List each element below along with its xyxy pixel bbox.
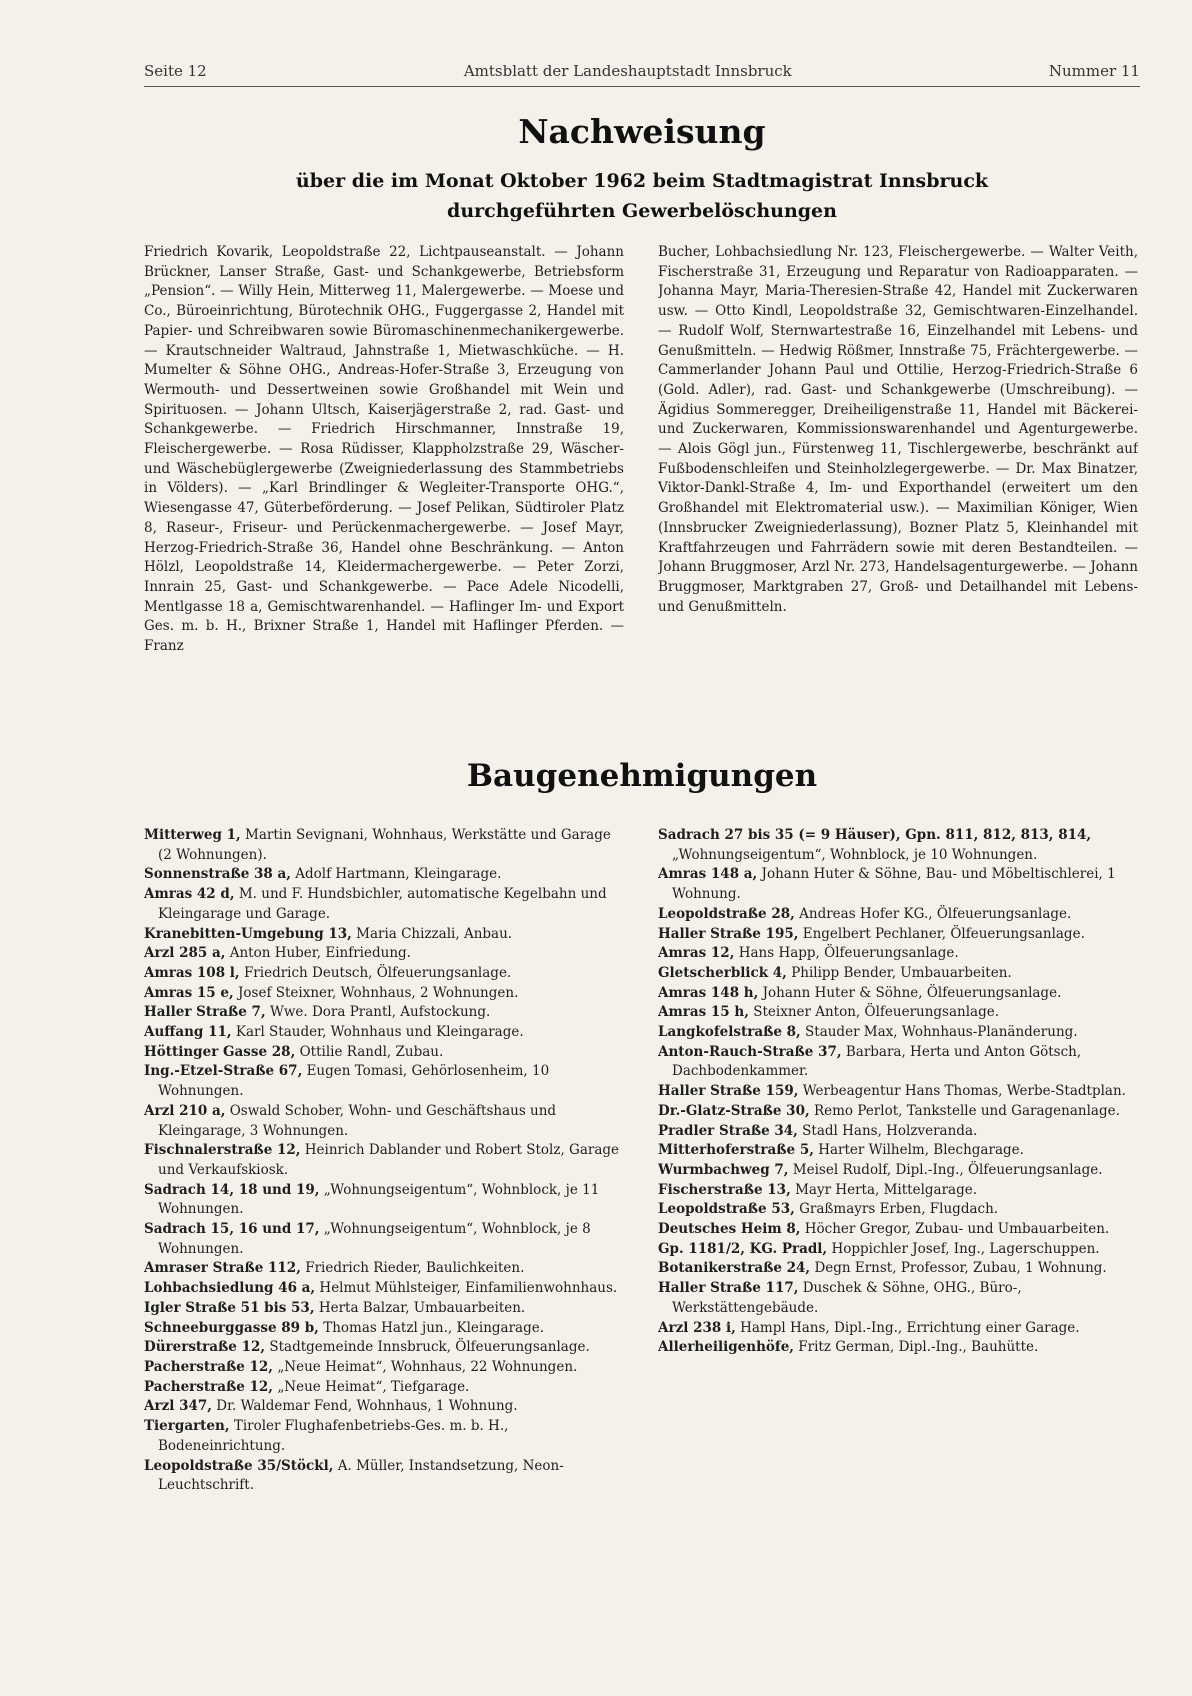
permit-details: Maria Chizzali, Anbau. xyxy=(356,925,513,942)
permit-location: Amras 148 h, xyxy=(658,984,759,1001)
permit-entry xyxy=(658,1319,1138,1339)
permit-entry xyxy=(144,964,624,984)
permit-location: Leopoldstraße 35/Stöckl, xyxy=(144,1457,334,1474)
permit-entry xyxy=(144,1181,624,1220)
permit-location: Wurmbachweg 7, xyxy=(658,1161,789,1178)
permit-details: Engelbert Pechlaner, Ölfeuerungsanlage. xyxy=(802,925,1085,942)
permit-details: Helmut Mühlsteiger, Einfamilienwohnhaus. xyxy=(319,1280,618,1297)
permit-entry xyxy=(144,1043,624,1063)
permit-details: Hampl Hans, Dipl.-Ing., Errichtung einer Garage. xyxy=(740,1319,1080,1336)
permit-details: Philipp Bender, Umbauarbeiten. xyxy=(791,964,1012,981)
permit-details: Thomas Hatzl jun., Kleingarage. xyxy=(323,1319,545,1336)
subtitle-line-2: durchgeführten Gewerbelöschungen xyxy=(447,200,837,222)
nachweisung-right-text: Bucher, Lohbachsiedlung Nr. 123, Fleischergewerbe. — Walter Veith, Fischerstraße 31, Erzeugung und Reparatur von Radioapparaten. — Johanna Mayr, Maria-Theresien-Straße 42, Handel mit Zuckerwaren usw. — Otto Kindl, Leopoldstraße 32, Gemischtwaren-Einzelhandel. — Rudolf Wolf, Sternwartestraße 16, Einzelhandel mit Lebens- und Genußmitteln. — Hedwig Rößmer, Innstraße 75, Frächtergewerbe. — Cammerlander Johann Paul und Ottilie, Herzog-Friedrich-Straße 6 (Gold. Adler), rad. Gast- und Schankgewerbe (Umschreibung). — Ägidius Sommeregger, Dreiheiligenstraße 11, Handel mit Bäckerei- und Zuckerwaren, Kommissionswarenhandel und Agenturgewerbe. — Alois Gögl jun., Fürstenweg 11, Tischlergewerbe, beschränkt auf Fußbodenschleifen und Steinholzlegergewerbe. — Dr. Max Binatzer, Viktor-Dankl-Straße 4, Im- und Exporthandel (erweitert um den Großhandel mit Elektromaterial usw.). — Maximilian Königer, Wien (Innsbrucker Zweigniederlassung), Bozner Platz 5, Kleinhandel mit Kraftfahrzeugen und Fahrrädern sowie mit deren Bestandteilen. — Johann Bruggmoser, Arzl Nr. 273, Handelsagenturgewerbe. — Johann Bruggmoser, Marktgraben 27, Groß- und Detailhandel mit Lebens- und Genußmitteln. xyxy=(658,244,1138,615)
permit-entry xyxy=(658,1279,1138,1318)
permit-details: Meisel Rudolf, Dipl.-Ing., Ölfeuerungsanlage. xyxy=(792,1161,1103,1178)
permit-details: Steixner Anton, Ölfeuerungsanlage. xyxy=(753,1004,1000,1021)
permit-location: Dürerstraße 12, xyxy=(144,1339,266,1356)
permit-entry xyxy=(144,865,624,885)
permit-details: Harter Wilhelm, Blechgarage. xyxy=(818,1142,1024,1159)
permit-entry xyxy=(144,885,624,924)
permit-entry xyxy=(144,1457,624,1496)
permit-entry xyxy=(658,1161,1138,1181)
permit-location: Mitterweg 1, xyxy=(144,827,241,843)
nachweisung-left-text: Friedrich Kovarik, Leopoldstraße 22, Lichtpauseanstalt. — Johann Brückner, Lanser Straße, Gast- und Schankgewerbe, Betriebsform „Pension“. — Willy Hein, Mitterweg 11, Malergewerbe. — Moese und Co., Büroeinrichtung, Bürotechnik OHG., Fuggergasse 2, Handel mit Papier- und Schreibwaren sowie Büromaschinenmechanikergewerbe. — Krautschneider Waltraud, Jahnstraße 1, Mietwaschküche. — H. Mumelter & Söhne OHG., Andreas-Hofer-Straße 3, Erzeugung von Wermouth- und Dessertweinen sowie Großhandel mit Wein und Spirituosen. — Johann Ultsch, Kaiserjägerstraße 2, rad. Gast- und Schankgewerbe. — Friedrich Hirschmanner, Innstraße 19, Fleischergewerbe. — Rosa Rüdisser, Klappholzstraße 29, Wäscher- und Wäschebüglergewerbe (Zweigniederlassung des Stammbetriebs in Völders). — „Karl Brindlinger & Wegleiter-Transporte OHG.“, Wiesengasse 47, Güterbeförderung. — Josef Pelikan, Südtiroler Platz 8, Raseur-, Friseur- und Perückenmachergewerbe. — Josef Mayr, Herzog-Friedrich-Straße 36, Handel ohne Beschränkung. — Anton Hölzl, Leopoldstraße 14, Kleidermachergewerbe. — Peter Zorzi, Innrain 25, Gast- und Schankgewerbe. — Pace Adele Nicodelli, Mentlgasse 18 a, Gemischtwarenhandel. — Haflinger Im- und Export Ges. m. b. H., Brixner Straße 1, Handel mit Haflinger Pferden. — Franz xyxy=(144,244,624,655)
permit-location: Fischnalerstraße 12, xyxy=(144,1142,301,1159)
permit-details: Tiroler Flughafenbetriebs-Ges. m. b. H., Bodeneinrichtung. xyxy=(158,1418,509,1454)
permit-details: Martin Sevignani, Wohnhaus, Werkstätte und Garage (2 Wohnungen). xyxy=(158,827,611,863)
permit-details: Hans Happ, Ölfeuerungsanlage. xyxy=(738,945,959,962)
subtitle-line-1: über die im Monat Oktober 1962 beim Stadtmagistrat Innsbruck xyxy=(295,170,989,192)
nachweisung-title: Nachweisung xyxy=(518,112,766,151)
permit-details: Eugen Tomasi, Gehörlosenheim, 10 Wohnungen. xyxy=(158,1063,550,1100)
permit-location: Amras 42 d, xyxy=(144,886,235,903)
permit-entry xyxy=(658,984,1138,1004)
permit-location: Amras 108 l, xyxy=(144,964,240,981)
permit-location: Amraser Straße 112, xyxy=(144,1260,301,1277)
permit-location: Amras 15 h, xyxy=(658,1004,749,1021)
permit-entry xyxy=(144,1358,624,1378)
permit-details: Anton Huber, Einfriedung. xyxy=(229,945,411,962)
permit-entry xyxy=(658,865,1138,904)
permit-location: Haller Straße 159, xyxy=(658,1083,799,1100)
permit-location: Arzl 238 i, xyxy=(658,1319,736,1336)
permit-location: Amras 12, xyxy=(658,945,735,962)
permit-entry xyxy=(658,1122,1138,1142)
permit-details: Josef Steixner, Wohnhaus, 2 Wohnungen. xyxy=(238,984,519,1001)
permit-entry xyxy=(658,1240,1138,1260)
permit-details: Höcher Gregor, Zubau- und Umbauarbeiten. xyxy=(804,1221,1110,1238)
baugenehmigungen-right-column xyxy=(658,826,1138,1686)
permit-entry xyxy=(144,826,624,865)
permit-location: Tiergarten, xyxy=(144,1418,230,1435)
permit-location: Lohbachsiedlung 46 a, xyxy=(144,1280,316,1297)
page-header xyxy=(144,62,1140,87)
permit-entry xyxy=(144,1417,624,1456)
permit-location: Pacherstraße 12, xyxy=(144,1378,274,1395)
permit-location: Sadrach 27 bis 35 (= 9 Häuser), Gpn. 811, 812, 813, 814, xyxy=(658,827,1092,843)
permit-location: Arzl 210 a, xyxy=(144,1102,226,1119)
permit-details: Andreas Hofer KG., Ölfeuerungsanlage. xyxy=(799,905,1072,922)
permit-entry xyxy=(144,1023,624,1043)
permit-location: Kranebitten-Umgebung 13, xyxy=(144,925,352,942)
permit-details: Barbara, Herta und Anton Götsch, Dachbodenkammer. xyxy=(672,1043,1082,1080)
permit-entry xyxy=(144,925,624,945)
permit-location: Haller Straße 117, xyxy=(658,1280,799,1297)
permit-entry xyxy=(144,1141,624,1180)
permit-entry xyxy=(144,1220,624,1259)
permit-location: Haller Straße 7, xyxy=(144,1004,266,1021)
permit-location: Arzl 285 a, xyxy=(144,945,226,962)
permit-details: Stadl Hans, Holzveranda. xyxy=(802,1122,978,1139)
permit-location: Höttinger Gasse 28, xyxy=(144,1043,296,1060)
permit-location: Haller Straße 195, xyxy=(658,925,799,942)
permit-entry xyxy=(144,1102,624,1141)
permit-location: Auffang 11, xyxy=(144,1024,232,1041)
permit-location: Pradler Straße 34, xyxy=(658,1122,798,1139)
permit-entry xyxy=(658,1338,1138,1358)
permit-location: Langkofelstraße 8, xyxy=(658,1024,801,1041)
permit-entry xyxy=(144,1299,624,1319)
permit-details: „Neue Heimat“, Wohnhaus, 22 Wohnungen. xyxy=(277,1358,578,1375)
permit-location: Amras 148 a, xyxy=(658,866,758,883)
nachweisung-right-column xyxy=(658,243,1138,703)
permit-location: Arzl 347, xyxy=(144,1398,212,1415)
publication-title: Amtsblatt der Landeshauptstadt Innsbruck xyxy=(463,62,792,80)
permit-entry xyxy=(144,984,624,1004)
baugenehmigungen-left-column xyxy=(144,826,624,1686)
permit-entry xyxy=(658,826,1138,865)
permit-details: Herta Balzar, Umbauarbeiten. xyxy=(318,1299,526,1316)
permit-entry xyxy=(658,1181,1138,1201)
permit-entry xyxy=(144,944,624,964)
permit-details: A. Müller, Instandsetzung, Neon-Leuchtschrift. xyxy=(158,1457,564,1494)
permit-details: Fritz German, Dipl.-Ing., Bauhütte. xyxy=(798,1339,1039,1356)
permit-details: Graßmayrs Erben, Flugdach. xyxy=(799,1201,999,1218)
permit-entry xyxy=(658,1082,1138,1102)
permit-details: Friedrich Rieder, Baulichkeiten. xyxy=(305,1260,525,1277)
permit-entry xyxy=(658,905,1138,925)
permit-location: Amras 15 e, xyxy=(144,984,234,1001)
permit-location: Igler Straße 51 bis 53, xyxy=(144,1299,315,1316)
permit-details: M. und F. Hundsbichler, automatische Kegelbahn und Kleingarage und Garage. xyxy=(158,886,607,922)
issue-number: Nummer 11 xyxy=(1048,62,1140,80)
permit-location: Deutsches Heim 8, xyxy=(658,1221,801,1238)
permit-entry xyxy=(658,1259,1138,1279)
permit-details: Oswald Schober, Wohn- und Geschäftshaus und Kleingarage, 3 Wohnungen. xyxy=(158,1102,557,1139)
permit-location: Leopoldstraße 53, xyxy=(658,1201,795,1218)
permit-details: Heinrich Dablander und Robert Stolz, Garage und Verkaufskiosk. xyxy=(158,1142,620,1178)
permit-details: „Wohnungseigentum“, Wohnblock, je 11 Wohnungen. xyxy=(158,1181,600,1218)
permit-entry xyxy=(144,1338,624,1358)
nachweisung-subtitle xyxy=(144,166,1140,226)
permit-entry xyxy=(658,925,1138,945)
permit-details: Hoppichler Josef, Ing., Lagerschuppen. xyxy=(831,1240,1100,1257)
permit-details: Adolf Hartmann, Kleingarage. xyxy=(295,866,502,883)
permit-location: Allerheiligenhöfe, xyxy=(658,1339,794,1356)
permit-details: Ottilie Randl, Zubau. xyxy=(299,1043,444,1060)
permit-entry xyxy=(144,1259,624,1279)
permit-entry xyxy=(658,1200,1138,1220)
permit-details: Johann Huter & Söhne, Ölfeuerungsanlage. xyxy=(762,984,1062,1001)
permit-details: Duschek & Söhne, OHG., Büro-, Werkstättengebäude. xyxy=(672,1280,1022,1316)
permit-entry xyxy=(144,1279,624,1299)
permit-details: Werbeagentur Hans Thomas, Werbe-Stadtplan. xyxy=(802,1083,1126,1100)
permit-entry xyxy=(658,1003,1138,1023)
permit-entry xyxy=(658,964,1138,984)
permit-details: Mayr Herta, Mittelgarage. xyxy=(795,1181,978,1198)
permit-location: Mitterhoferstraße 5, xyxy=(658,1142,814,1159)
permit-entry xyxy=(658,1043,1138,1082)
permit-entry xyxy=(144,1319,624,1339)
permit-entry xyxy=(144,1062,624,1101)
permit-location: Dr.-Glatz-Straße 30, xyxy=(658,1102,810,1119)
permit-details: „Wohnungseigentum“, Wohnblock, je 10 Wohnungen. xyxy=(672,846,1038,863)
permit-entry xyxy=(658,1102,1138,1122)
permit-entry xyxy=(658,1220,1138,1240)
permit-entry xyxy=(658,1141,1138,1161)
permit-entry xyxy=(144,1003,624,1023)
permit-location: Ing.-Etzel-Straße 67, xyxy=(144,1063,303,1080)
permit-location: Gletscherblick 4, xyxy=(658,964,787,981)
permit-details: „Neue Heimat“, Tiefgarage. xyxy=(277,1378,470,1395)
permit-details: Stauder Max, Wohnhaus-Planänderung. xyxy=(805,1024,1078,1041)
permit-details: Degn Ernst, Professor, Zubau, 1 Wohnung. xyxy=(814,1260,1107,1277)
permit-location: Sonnenstraße 38 a, xyxy=(144,866,291,883)
page-number: Seite 12 xyxy=(144,62,207,80)
permit-details: Wwe. Dora Prantl, Aufstockung. xyxy=(269,1004,491,1021)
permit-location: Sadrach 14, 18 und 19, xyxy=(144,1181,320,1198)
permit-details: „Wohnungseigentum“, Wohnblock, je 8 Wohnungen. xyxy=(158,1221,591,1257)
nachweisung-left-column xyxy=(144,243,624,703)
permit-location: Schneeburggasse 89 b, xyxy=(144,1319,319,1336)
permit-location: Botanikerstraße 24, xyxy=(658,1260,811,1277)
baugenehmigungen-title: Baugenehmigungen xyxy=(466,758,818,794)
permit-entry xyxy=(658,944,1138,964)
permit-entry xyxy=(144,1378,624,1398)
permit-details: Stadtgemeinde Innsbruck, Ölfeuerungsanlage. xyxy=(269,1339,590,1356)
permit-details: Remo Perlot, Tankstelle und Garagenanlage. xyxy=(813,1102,1120,1119)
permit-entry xyxy=(658,1023,1138,1043)
permit-entry xyxy=(144,1397,624,1417)
permit-location: Anton-Rauch-Straße 37, xyxy=(658,1043,842,1060)
permit-location: Sadrach 15, 16 und 17, xyxy=(144,1221,320,1238)
permit-location: Leopoldstraße 28, xyxy=(658,905,795,922)
permit-location: Pacherstraße 12, xyxy=(144,1358,274,1375)
permit-details: Friedrich Deutsch, Ölfeuerungsanlage. xyxy=(243,964,512,981)
permit-details: Dr. Waldemar Fend, Wohnhaus, 1 Wohnung. xyxy=(216,1398,518,1415)
permit-location: Fischerstraße 13, xyxy=(658,1181,791,1198)
permit-details: Johann Huter & Söhne, Bau- und Möbeltischlerei, 1 Wohnung. xyxy=(672,866,1116,903)
permit-details: Karl Stauder, Wohnhaus und Kleingarage. xyxy=(235,1024,524,1041)
permit-location: Gp. 1181/2, KG. Pradl, xyxy=(658,1240,828,1257)
